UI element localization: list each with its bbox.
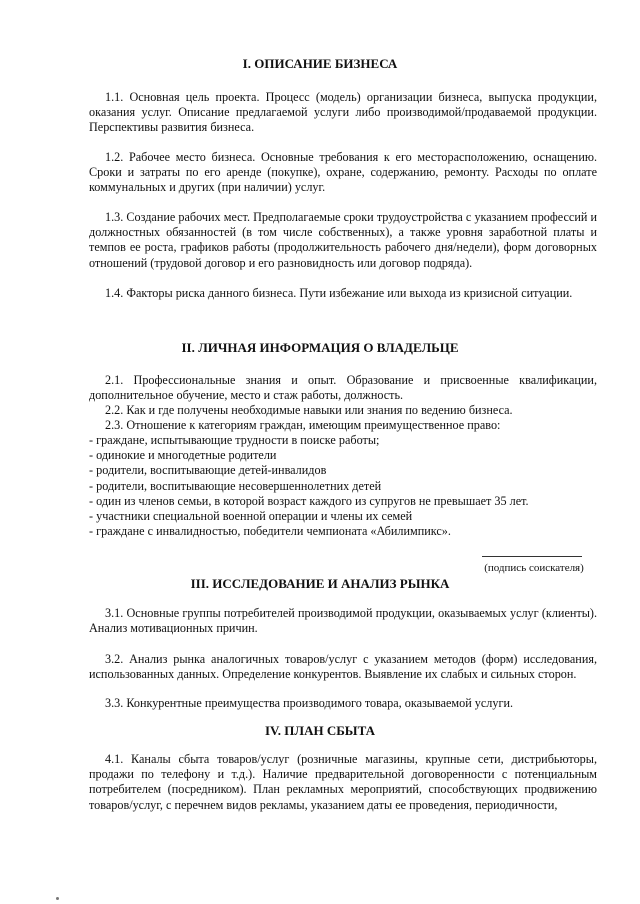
section-2-title: II. ЛИЧНАЯ ИНФОРМАЦИЯ О ВЛАДЕЛЬЦЕ bbox=[181, 340, 459, 355]
paragraph-3-2: 3.2. Анализ рынка аналогичных товаров/услуг с указанием методов (форм) исследования, использованных данных. Определение конкурентов. Выявление их слабых и сильных сторон. bbox=[89, 652, 597, 682]
paragraph-3-3: 3.3. Конкурентные преимущества производимого товара, оказываемой услуги. bbox=[105, 696, 514, 710]
list-item: - граждане, испытывающие трудности в поиске работы; bbox=[89, 433, 380, 447]
paragraph-2-1: 2.1. Профессиональные знания и опыт. Образование и присвоенные квалификации, дополнительное обучение, место и стаж работы, должность. bbox=[89, 373, 597, 403]
paragraph-3-1: 3.1. Основные группы потребителей производимой продукции, оказываемых услуг (клиенты). Анализ мотивационных причин. bbox=[89, 606, 597, 636]
list-item: - родители, воспитывающие детей-инвалидов bbox=[89, 463, 327, 478]
list-item: - родители, воспитывающие несовершеннолетних детей bbox=[89, 478, 382, 493]
section-1-title: I. ОПИСАНИЕ БИЗНЕСА bbox=[242, 56, 398, 71]
paragraph-1-3: 1.3. Создание рабочих мест. Предполагаемые сроки трудоустройства с указанием профессий и должностных обязанностей (в том числе собственных), а также уровня заработной платы и темпов ее роста, графиков работы (продолжительность рабочего дня/недели), форм договорных отношений (трудовой договор и его разновидность или договор подряда). bbox=[89, 210, 597, 270]
scan-mark bbox=[56, 897, 59, 900]
category-list bbox=[89, 433, 597, 539]
paragraph-2-3: 2.3. Отношение к категориям граждан, имеющим преимущественное право: bbox=[105, 418, 501, 432]
section-3-title: III. ИССЛЕДОВАНИЕ И АНАЛИЗ РЫНКА bbox=[190, 576, 450, 591]
paragraph-1-4: 1.4. Факторы риска данного бизнеса. Пути избежание или выхода из кризисной ситуации. bbox=[105, 286, 573, 300]
paragraph-1-1: 1.1. Основная цель проекта. Процесс (модель) организации бизнеса, выпуска продукции, оказания услуг. Описание предлагаемой услуги либо производимой/продаваемой продукции. Перспективы развития бизнеса. bbox=[89, 90, 597, 135]
paragraph-1-2: 1.2. Рабочее место бизнеса. Основные требования к его месторасположению, оснащению. Сроки и затраты по его аренде (покупке), охране, содержанию, ремонту. Расходы по оплате коммунальных и других (при наличии) услуг. bbox=[89, 150, 597, 195]
signature-label: (подпись соискателя) bbox=[484, 562, 584, 574]
signature-line bbox=[482, 556, 582, 557]
section-4-title: IV. ПЛАН СБЫТА bbox=[265, 723, 375, 738]
list-item: - участники специальной военной операции и члены их семей bbox=[89, 509, 413, 524]
list-item: - одинокие и многодетные родители bbox=[89, 448, 277, 463]
list-item: - один из членов семьи, в которой возраст каждого из супругов не превышает 35 лет. bbox=[89, 493, 529, 508]
paragraph-2-2: 2.2. Как и где получены необходимые навыки или знания по ведению бизнеса. bbox=[105, 403, 513, 417]
paragraph-4-1: 4.1. Каналы сбыта товаров/услуг (розничные магазины, крупные сети, дистрибьюторы, продажи по телефону и т.д.). Наличие предварительной договоренности с потенциальным потребителем (посредником). План рекламных мероприятий, способствующих продвижению товаров/услуг, с перечнем видов рекламы, указанием даты ее проведения, периодичности, bbox=[89, 752, 597, 812]
list-item: - граждане с инвалидностью, победители чемпионата «Абилимпикс». bbox=[89, 524, 451, 539]
